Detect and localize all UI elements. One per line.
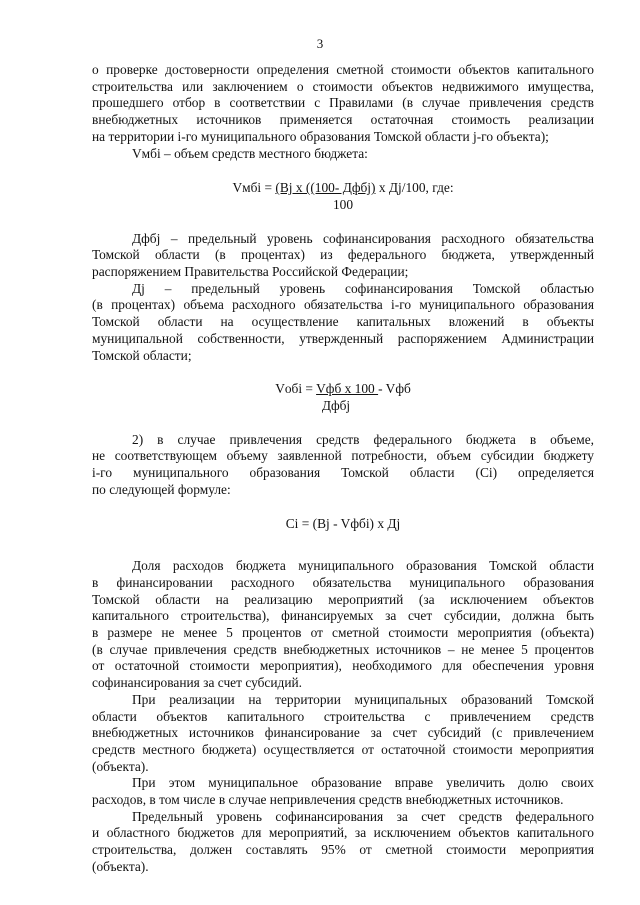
text-line: Дj – предельный уровень софинансирования Томской областью	[132, 280, 594, 296]
text-line: 2) в случае привлечения средств федерального бюджета в объеме,	[132, 431, 594, 447]
text-line: и областного бюджетов для мероприятий, за исключением объектов капитального	[92, 825, 594, 841]
text-line: Томской области;	[92, 347, 192, 363]
text-line: на территории i-го муниципального образования Томской области j-го объекта);	[92, 128, 549, 144]
text-line: внебюджетных источников финансирование за счет субсидий (с привлечением	[92, 725, 594, 741]
limit-paragraph	[92, 809, 594, 876]
text-line: Томской области на реализацию мероприятий (за исключением объектов	[92, 591, 594, 607]
text-line: в финансировании расходного обязательства муниципального образования	[92, 574, 594, 590]
text-line: строительства или заключением о стоимости объектов недвижимого имущества,	[92, 78, 594, 94]
text-line: о проверке достоверности определения сметной стоимости объектов капитального	[92, 62, 594, 77]
text-line: капитального строительства), финансируемых за счет субсидии, должна быть	[92, 608, 594, 624]
vmb-definition: Vмбi – объем средств местного бюджета:	[132, 145, 368, 161]
text-line: области объектов капитального строительства с привлечением средств	[92, 708, 594, 724]
text-line: софинансирования за счет субсидий.	[92, 675, 303, 691]
text-line: Предельный уровень софинансирования за счет средств федерального	[132, 808, 594, 824]
text-line: (объекта).	[92, 858, 149, 874]
share-paragraph	[92, 558, 594, 692]
document-body	[92, 62, 594, 876]
text-line: Дфбj – предельный уровень софинансирования расходного обязательства	[132, 230, 594, 246]
increase-paragraph	[92, 775, 594, 808]
text-line: в размере не менее 5 процентов от сметной стоимости мероприятия (объекта)	[92, 624, 594, 640]
dfb-definition	[92, 231, 594, 281]
text-line: от остаточной стоимости мероприятия), необходимого для обеспечения уровня	[92, 658, 594, 674]
formula-denominator: 100	[332, 196, 354, 212]
formula-line	[92, 381, 594, 398]
text-line: внебюджетных источников применяется остаточная стоимость реализации	[92, 112, 594, 128]
page-number: 3	[316, 36, 324, 51]
text-line: (в процентах) объема расходного обязательства i-го муниципального образования	[92, 297, 594, 313]
text-line: строительства, должен составлять 95% от сметной стоимости мероприятия	[92, 842, 594, 858]
text-line: Томской области на осуществление капитальных вложений в объекты	[92, 314, 594, 330]
text-line: При реализации на территории муниципальных образований Томской	[132, 691, 594, 707]
formula-denominator: Дфбj	[321, 397, 351, 413]
formula-vmb	[92, 180, 594, 213]
text-line: муниципальной собственности, утвержденный распоряжением Администрации	[92, 330, 594, 346]
formula-rest: - Vфб	[378, 381, 411, 397]
formula-vob	[92, 381, 594, 414]
formula-numerator: (Bj x ((100- Дфбj)	[275, 180, 376, 196]
formula-lhs: Vобi =	[275, 381, 317, 397]
formula-numerator: Vфб x 100	[316, 381, 379, 397]
text-line: Томской области (в процентах) из федерального бюджета, утвержденный	[92, 247, 594, 263]
text-line: расходов, в том числе в случае непривлечения средств внебюджетных источников.	[92, 792, 564, 808]
text-line: (в случае привлечения средств внебюджетных источников – не менее 5 процентов	[92, 641, 594, 657]
text-line: не соответствующем объему заявленной потребности, объем субсидии бюджету	[92, 448, 594, 464]
text-line: (объекта).	[92, 758, 149, 774]
text-line: распоряжением Правительства Российской Федерации;	[92, 264, 409, 280]
item-2-paragraph	[92, 432, 594, 499]
dj-definition	[92, 281, 594, 365]
text-line: При этом муниципальное образование вправе увеличить долю своих	[132, 775, 594, 791]
text-line: по следующей формуле:	[92, 481, 231, 497]
formula-lhs: Vмбi =	[232, 180, 276, 196]
formula-line	[92, 180, 594, 197]
intro-paragraph	[92, 62, 594, 146]
text-line: прошедшего отбор в соответствии с Правилами (в случае привлечения средств	[92, 95, 594, 111]
text-line: i-го муниципального образования Томской области (Ci) определяется	[92, 465, 594, 481]
text-line: средств местного бюджета) осуществляется от остаточной стоимости мероприятия	[92, 741, 594, 757]
formula-rest: x Дj/100, где:	[375, 180, 454, 196]
formula-ci: Ci = (Bj - Vфбi) x Дj	[285, 516, 401, 532]
implement-paragraph	[92, 692, 594, 776]
text-line: Доля расходов бюджета муниципального образования Томской области	[132, 558, 594, 574]
